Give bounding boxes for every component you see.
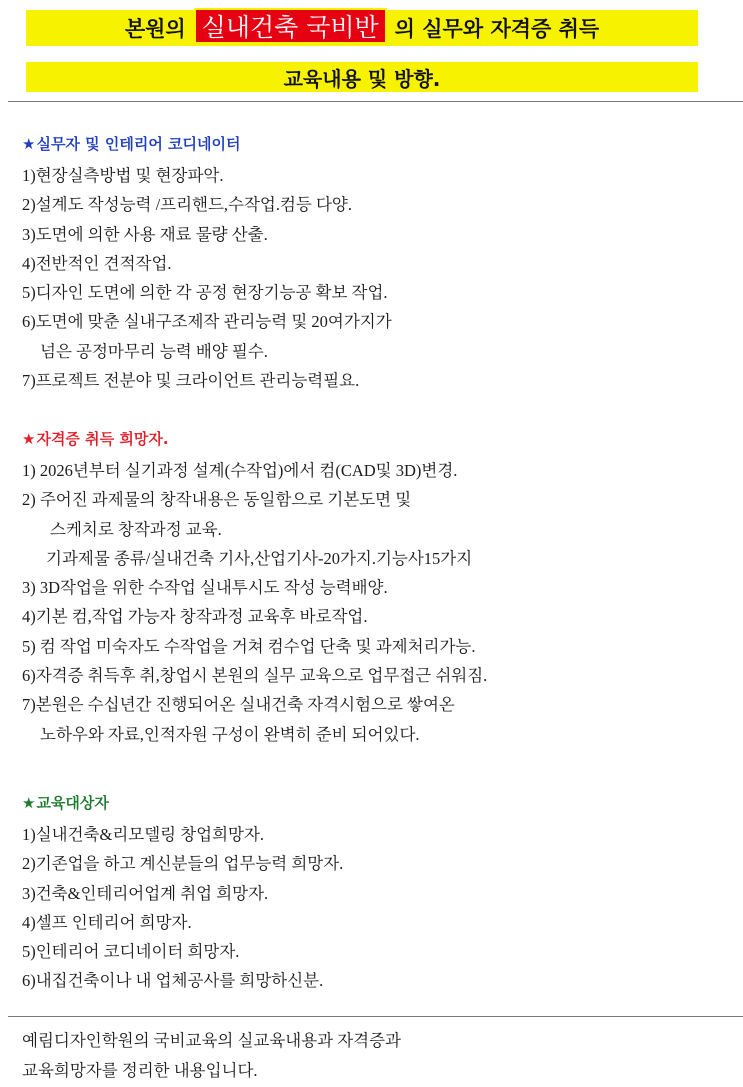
page-title <box>26 10 698 46</box>
footer-line: 예림디자인학원의 국비교육의 실교육내용과 자격증과 <box>22 1031 401 1050</box>
list-item: 7)본원은 수십년간 진행되어온 실내건축 자격시험으로 쌓여온 <box>22 695 455 715</box>
list-item: 3) 3D작업을 위한 수작업 실내투시도 작성 능력배양. <box>22 578 388 598</box>
list-item: 5)디자인 도면에 의한 각 공정 현장기능공 확보 작업. <box>22 283 388 303</box>
section-heading <box>22 790 343 816</box>
footer-note <box>22 1026 401 1086</box>
section-heading-text: 자격증 취득 희망자. <box>36 430 169 448</box>
list-item: 1)실내건축&리모델링 창업희망자. <box>22 825 265 844</box>
list-item-continuation: 넘은 공정마무리 능력 배양 필수. <box>40 341 268 361</box>
list-item: 4)셀프 인테리어 희망자. <box>22 912 192 932</box>
section-heading <box>22 426 487 452</box>
star-icon: ★ <box>22 794 36 812</box>
list-item: 2)설계도 작성능력 /프리핸드,수작업.컴등 다양. <box>22 195 352 215</box>
section-heading-text: 교육대상자 <box>36 794 109 812</box>
list-item: 3)도면에 의한 사용 재료 물량 산출. <box>22 224 268 244</box>
list-item: 6)내집건축이나 내 업체공사를 희망하신분. <box>22 971 324 991</box>
title-suffix: 의 실무와 자격증 취득 <box>394 17 600 41</box>
list-item: 5) 컴 작업 미숙자도 수작업을 거쳐 컴수업 단축 및 과제처리가능. <box>22 636 476 656</box>
list-item-continuation: 기과제물 종류/실내건축 기사,산업기사-20가지.기능사15가지 <box>46 548 473 568</box>
section-certification <box>22 426 487 749</box>
list-item: 2)기존업을 하고 계신분들의 업무능력 희망자. <box>22 854 344 874</box>
list-item: 4)기본 컴,작업 가능자 창작과정 교육후 바로작업. <box>22 607 368 627</box>
list-item-continuation: 스케치로 창작과정 교육. <box>50 519 222 539</box>
bottom-divider <box>8 1016 743 1017</box>
list-item-continuation: 노하우와 자료,인적자원 구성이 완벽히 준비 되어있다. <box>40 724 420 744</box>
list-item: 1) 2026년부터 실기과정 설계(수작업)에서 컴(CAD및 3D)변경. <box>22 461 458 480</box>
star-icon: ★ <box>22 135 36 153</box>
section-target-audience <box>22 790 343 996</box>
list-item: 2) 주어진 과제물의 창작내용은 동일함으로 기본도면 및 <box>22 490 412 510</box>
list-item: 1)현장실측방법 및 현장파악. <box>22 166 224 185</box>
list-item: 3)건축&인테리어업계 취업 희망자. <box>22 883 269 903</box>
page-subtitle: 교육내용 및 방향. <box>283 66 441 91</box>
title-prefix: 본원의 <box>124 17 186 41</box>
title-highlight: 실내건축 국비반 <box>194 8 387 44</box>
footer-line: 교육희망자를 정리한 내용입니다. <box>22 1061 258 1080</box>
list-item: 7)프로젝트 전분야 및 크라이언트 관리능력필요. <box>22 371 360 391</box>
list-item: 6)자격증 취득후 취,창업시 본원의 실무 교육으로 업무접근 쉬워짐. <box>22 666 488 686</box>
list-item: 4)전반적인 견적작업. <box>22 253 172 273</box>
star-icon: ★ <box>22 430 36 448</box>
list-item: 5)인테리어 코디네이터 희망자. <box>22 942 240 962</box>
section-heading <box>22 131 392 157</box>
top-divider <box>8 101 743 102</box>
section-heading-text: 실무자 및 인테리어 코디네이터 <box>36 135 241 153</box>
section-practitioner <box>22 131 392 395</box>
list-item: 6)도면에 맞춘 실내구조제작 관리능력 및 20여가지가 <box>22 312 392 332</box>
